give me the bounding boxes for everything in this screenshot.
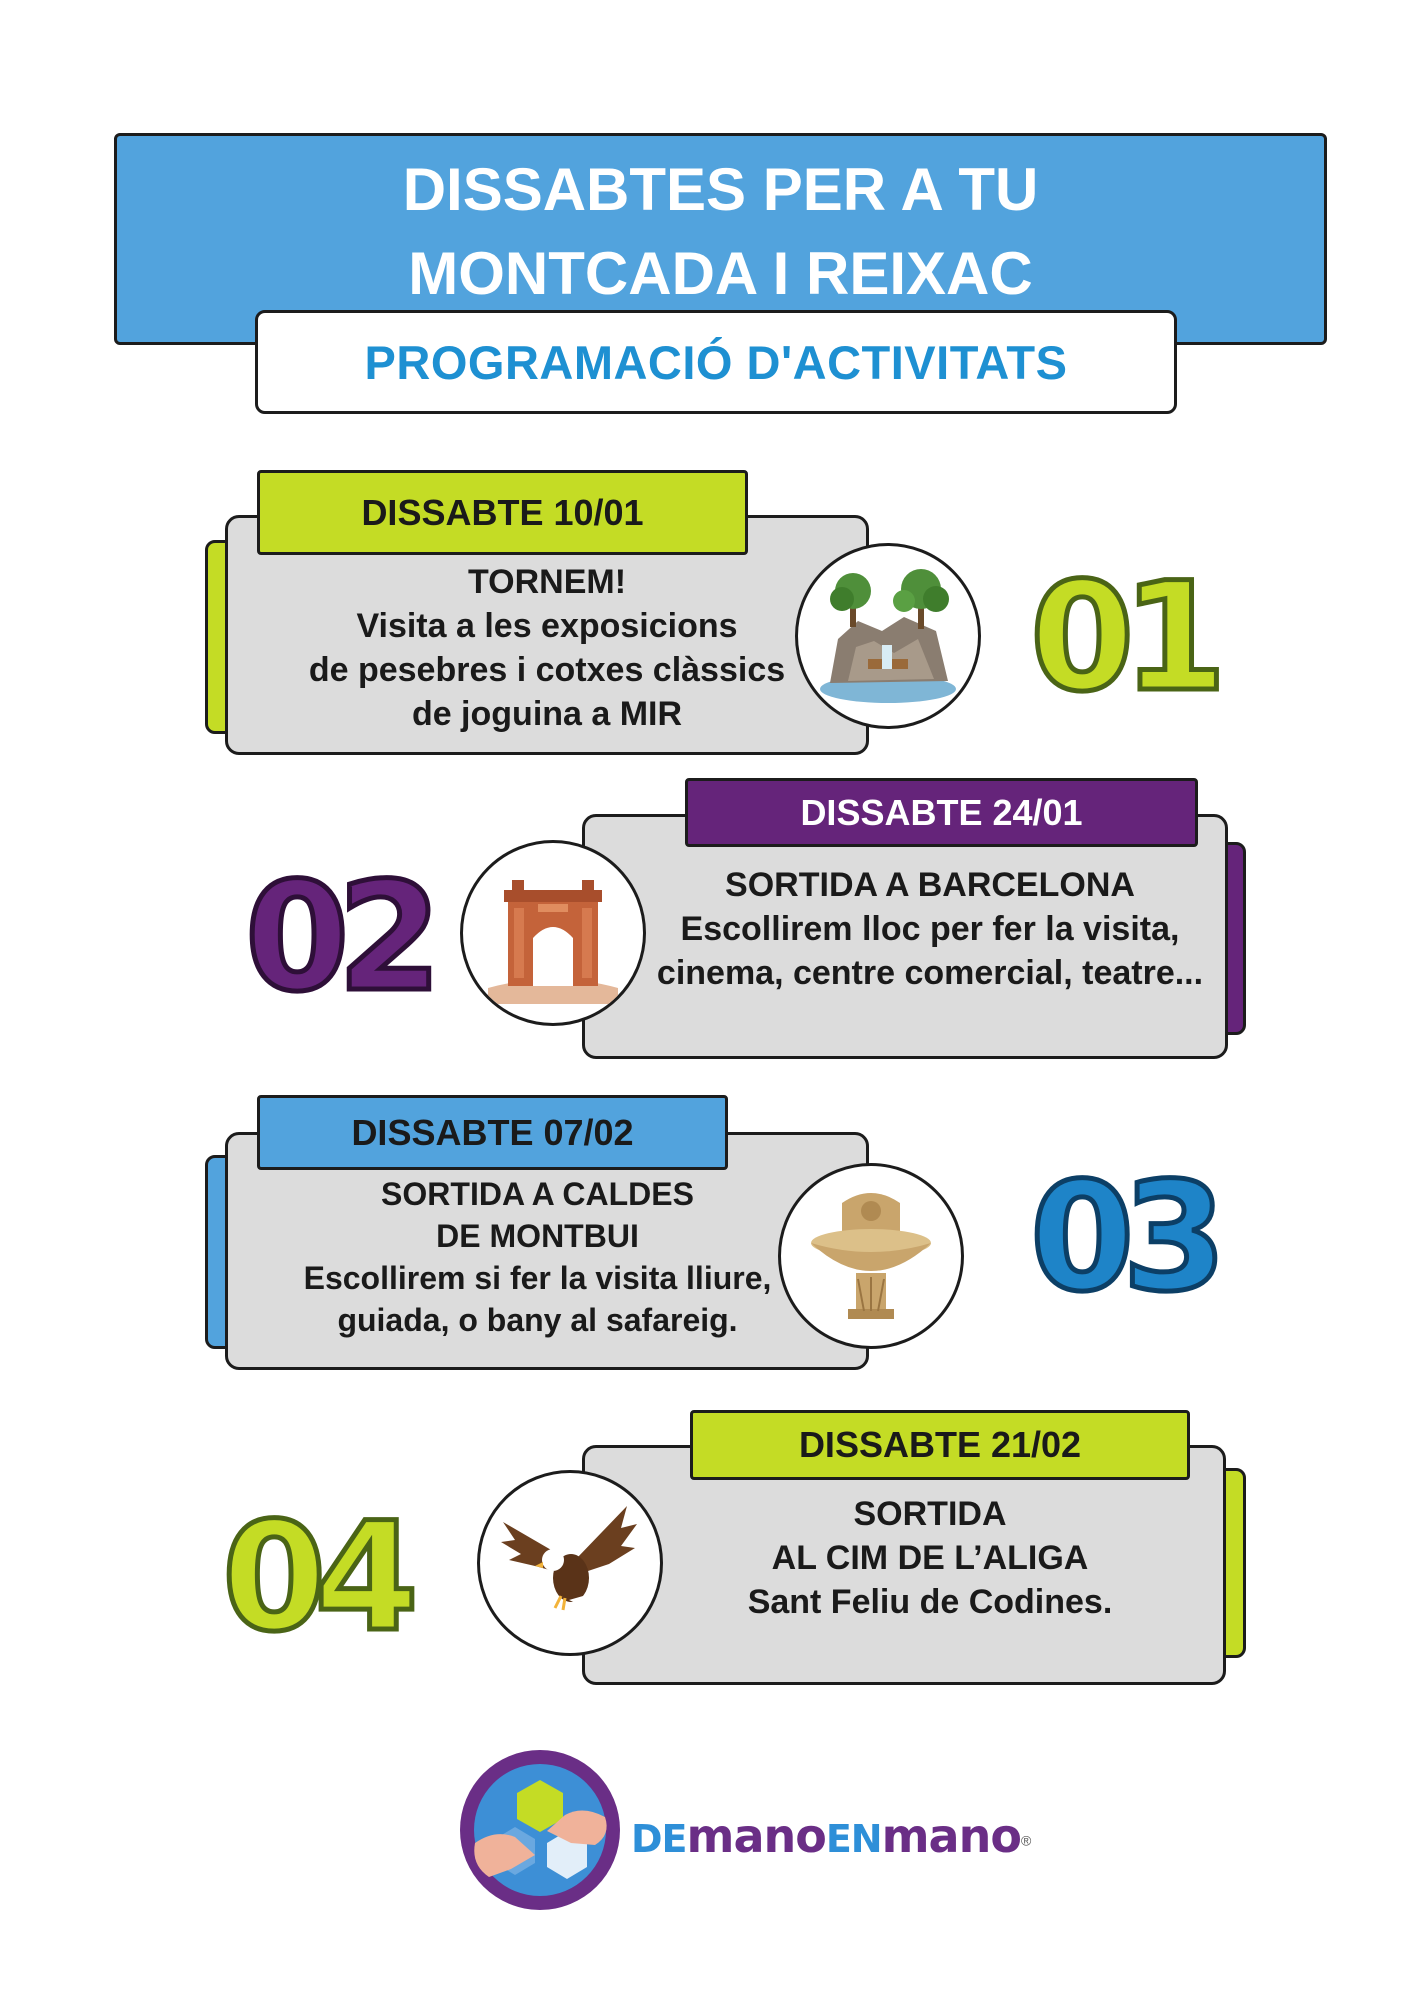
- activity-description: [262, 560, 832, 736]
- registered-mark: ®: [1020, 1832, 1032, 1849]
- title-line-2: MONTCADA I REIXAC: [408, 240, 1033, 307]
- description-line: Escollirem lloc per fer la visita,: [680, 910, 1180, 948]
- eagle-icon: [477, 1470, 663, 1656]
- brand-part: DE: [631, 1817, 687, 1861]
- subtitle-box: [255, 310, 1177, 414]
- description-line: AL CIM DE L’ALIGA: [771, 1539, 1089, 1577]
- description-line: TORNEM!: [467, 563, 627, 601]
- date-label: DISSABTE 24/01: [800, 791, 1083, 833]
- brand-part: mano: [881, 1809, 1021, 1863]
- activity-description: [645, 863, 1215, 995]
- brand-part: EN: [825, 1817, 882, 1861]
- date-label: DISSABTE 10/01: [361, 491, 644, 533]
- description-line: SORTIDA A CALDES: [381, 1176, 694, 1212]
- hands-globe-icon: [455, 1745, 625, 1915]
- activity-number: 02: [245, 851, 430, 1025]
- description-line: de pesebres i cotxes clàssics: [308, 651, 786, 689]
- description-line: Escollirem si fer la visita lliure,: [303, 1260, 772, 1296]
- subtitle: PROGRAMACIÓ D'ACTIVITATS: [364, 335, 1068, 389]
- date-tab: [685, 778, 1198, 847]
- date-label: DISSABTE 21/02: [798, 1424, 1082, 1465]
- date-tab: [257, 1095, 728, 1170]
- description-line: SORTIDA A BARCELONA: [725, 866, 1135, 904]
- activity-number: 01: [1030, 551, 1215, 725]
- description-line: SORTIDA: [853, 1495, 1007, 1533]
- fountain-icon: [778, 1163, 964, 1349]
- description-line: guiada, o bany al safareig.: [337, 1302, 738, 1338]
- description-line: Visita a les exposicions: [356, 607, 738, 645]
- description-line: Sant Feliu de Codines.: [747, 1583, 1113, 1621]
- arc-de-triomf-icon: [460, 840, 646, 1026]
- description-line: cinema, centre comercial, teatre...: [656, 954, 1204, 992]
- activity-description: [250, 1173, 825, 1341]
- brand-part: mano: [686, 1809, 826, 1863]
- description-line: de joguina a MIR: [411, 695, 683, 733]
- activity-number: 04: [222, 1491, 407, 1665]
- organization-logo: [455, 1745, 1032, 1920]
- activity-description: [650, 1492, 1210, 1624]
- date-label: DISSABTE 07/02: [351, 1111, 634, 1153]
- date-tab: [690, 1410, 1190, 1480]
- page-title: [114, 148, 1327, 316]
- description-line: DE MONTBUI: [436, 1218, 639, 1254]
- brand-wordmark: [631, 1809, 1031, 1863]
- title-line-1: DISSABTES PER A TU: [402, 156, 1039, 223]
- activity-number: 03: [1030, 1151, 1215, 1325]
- date-tab: [257, 470, 748, 555]
- nativity-scene-icon: [795, 543, 981, 729]
